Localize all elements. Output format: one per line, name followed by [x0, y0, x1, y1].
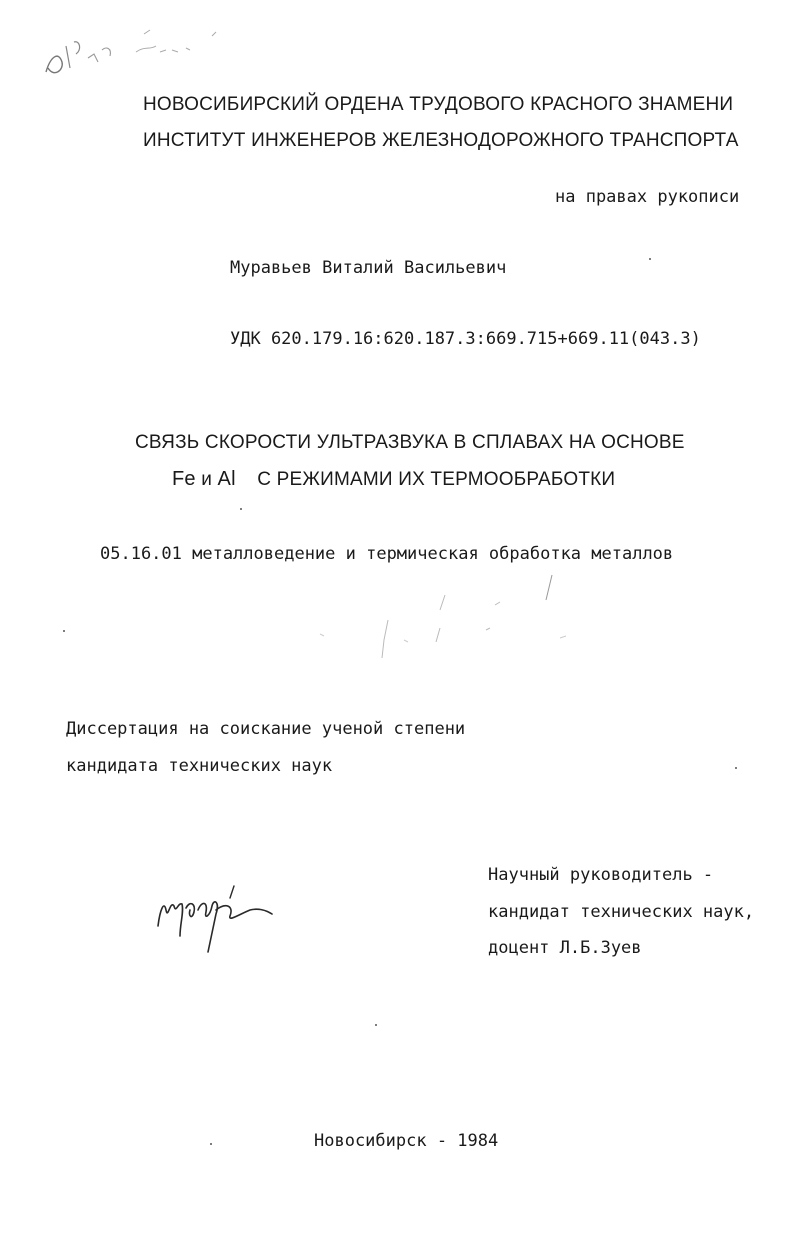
dissertation-line-2: кандидата технических наук — [66, 756, 333, 776]
author-name: Муравьев Виталий Васильевич — [230, 258, 507, 278]
symbol-al: Al — [217, 468, 236, 490]
title-line-2-rest: С РЕЖИМАМИ ИХ ТЕРМООБРАБОТКИ — [257, 469, 616, 490]
udc-code: УДК 620.179.16:620.187.3:669.715+669.11(043.3) — [230, 329, 701, 349]
title-line-2 — [172, 468, 615, 491]
title-conjunction: и — [201, 469, 213, 490]
scan-speck — [210, 1143, 212, 1145]
supervisor-line-1: Научный руководитель - — [488, 865, 714, 885]
scan-speck — [649, 258, 651, 260]
supervisor-line-2: кандидат технических наук, — [488, 902, 755, 922]
supervisor-line-3: доцент Л.Б.Зуев — [488, 938, 642, 958]
dissertation-line-1: Диссертация на соискание ученой степени — [66, 719, 466, 739]
scan-speck — [375, 1024, 377, 1026]
place-and-year: Новосибирск - 1984 — [314, 1131, 499, 1151]
institution-line-2: ИНСТИТУТ ИНЖЕНЕРОВ ЖЕЛЕЗНОДОРОЖНОГО ТРАНСПОРТА — [143, 130, 739, 151]
pencil-traces — [300, 570, 600, 670]
symbol-fe: Fe — [172, 468, 196, 490]
handwritten-mark — [40, 28, 260, 88]
institution-line-1: НОВОСИБИРСКИЙ ОРДЕНА ТРУДОВОГО КРАСНОГО ЗНАМЕНИ — [143, 94, 734, 115]
author-signature — [150, 880, 280, 960]
scan-speck — [240, 508, 242, 510]
specialty-code: 05.16.01 металловедение и термическая обработка металлов — [100, 544, 674, 564]
manuscript-note: на правах рукописи — [555, 187, 740, 207]
scan-speck — [63, 630, 65, 632]
title-line-1: СВЯЗЬ СКОРОСТИ УЛЬТРАЗВУКА В СПЛАВАХ НА ОСНОВЕ — [135, 432, 685, 453]
scan-speck — [735, 767, 737, 769]
